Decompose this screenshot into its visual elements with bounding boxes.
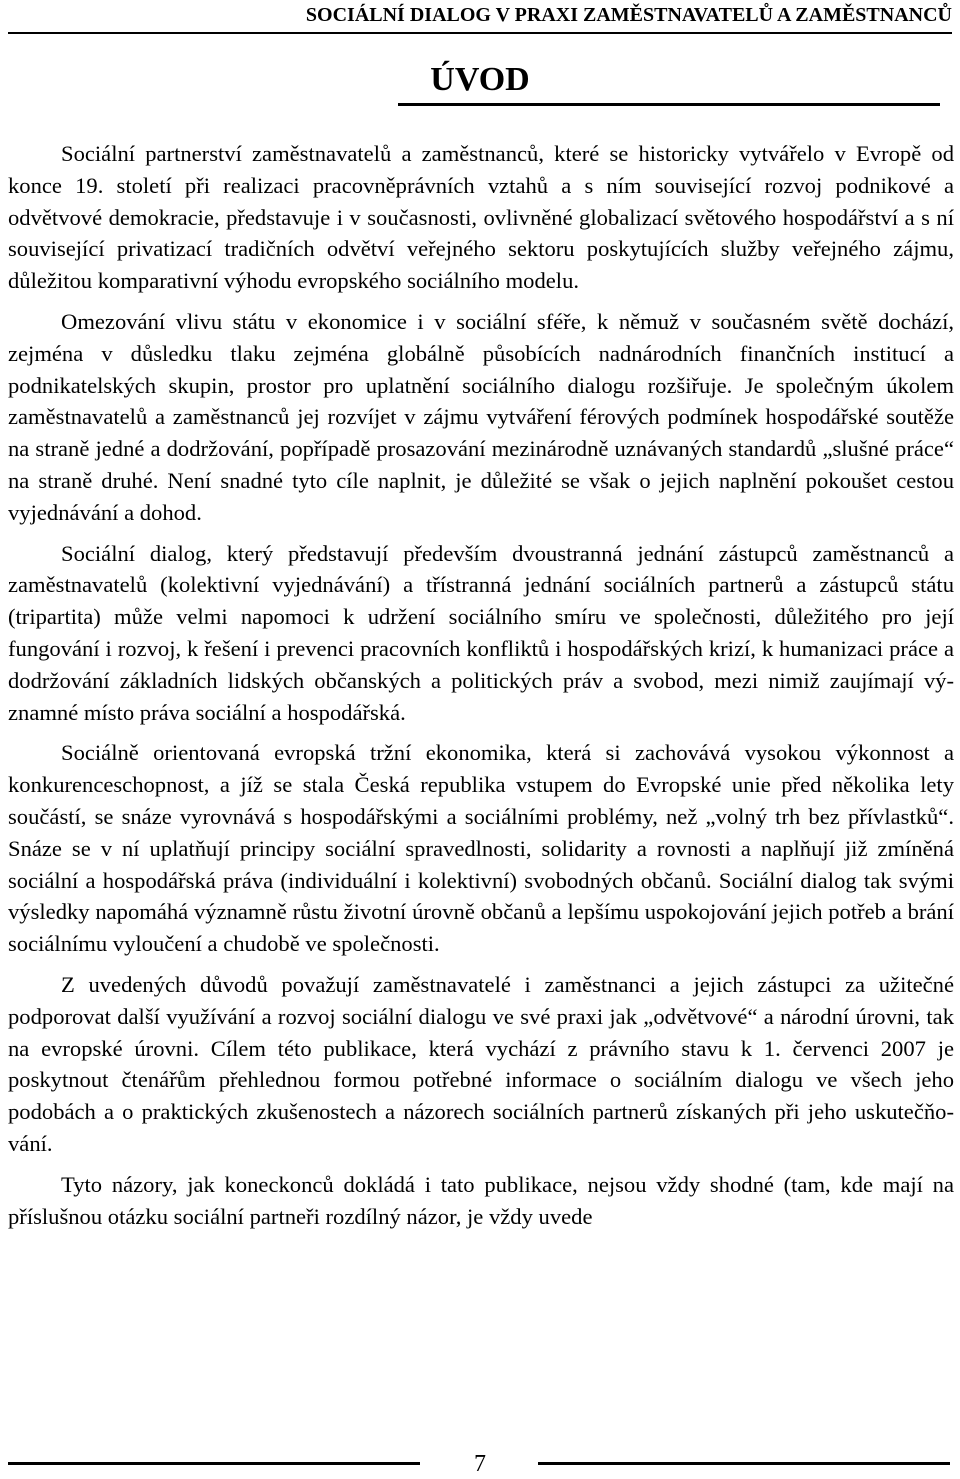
paragraph-6: Tyto názory, jak koneckonců dokládá i tato publikace, nejsou vždy shodné (tam, kde mají na příslušnou otázku sociální partneři rozdílný názor, je vždy uvede xyxy=(8,1171,954,1229)
paragraph-5: Z uvedených důvodů považují zaměstnavatelé i zaměstnanci a jejich zástupci za užitečné podporovat další využívání a rozvoj sociální dialogu ve své praxi jak „odvětvové“ a národní úrovni, tak na evropské úrovni. Cílem této publikace, která vychází z právního stavu k 1. červenci 2007 je poskytnout čtenářům přehlednou formou potřebné informace o sociálním dialogu ve všech jeho podobách a o praktických zkušenostech a názorech sociálních partnerů získaných při jeho uskutečňování. xyxy=(8,971,954,1156)
paragraph-4: Sociálně orientovaná evropská tržní ekonomika, která si zachovává vysokou výkonnost a konkurenceschopnost, a jíž se stala Česká republika vstupem do Evropské unie před několika lety součástí, se snáze vyrovnává s hospodářskými a sociálními problémy, než „volný trh bez přívlastků“. Snáze se v ní uplatňují principy sociální spravedlnosti, solidarity a rovnosti a naplňují již zmíněná sociální a hospodářská práva (individuální i kolektivní) svobodných občanů. Sociální dialog tak svými výsledky napomáhá významně růstu životní úrovně občanů a lepšímu uspokojování jejich potřeb a brání sociálnímu vyloučení a chudobě ve společnosti. xyxy=(8,740,954,957)
page-number: 7 xyxy=(474,1451,486,1477)
body-text xyxy=(8,138,954,1241)
paragraph-2: Omezování vlivu státu v ekonomice i v sociální sféře, k němuž v současném světě dochází, zejména v důsledku tlaku zejména globálně působících nadnárodních finančních institucí a podnikatelských skupin, prostor pro uplatnění sociálního dialogu rozšiřuje. Je společným úkolem zaměstnavatelů a zaměstnanců jej rozvíjet v zájmu vytváření férových podmínek hospodářské soutěže na straně jedné a dodržování, popřípadě prosazování mezinárodně uznávaných standardů „slušné práce“ na straně druhé. Není snadné tyto cíle naplnit, je důležité se však o jejich naplnění pokoušet cestou vyjednávání a dohod. xyxy=(8,308,954,525)
running-header: SOCIÁLNÍ DIALOG V PRAXI ZAMĚSTNAVATELŮ A ZAMĚSTNANCŮ xyxy=(8,5,952,34)
paragraph-3: Sociální dialog, který představují především dvoustranná jednání zástupců zaměstnanců a zaměstnavatelů (kolektivní vyjednávání) a třístranná jednání sociálních partnerů a zástupců státu (tripartita) může velmi napomoci k udržení sociálního smíru ve společnosti, důležitého pro její fungování i rozvoj, k řešení i prevenci pracovních konfliktů i hospodářských krizí, k humanizaci práce a dodržování základních lidských občanských a politických práv a svobod, mezi nimiž zaujímají významné místo práva sociální a hospodářská. xyxy=(8,540,954,725)
footer-rule-left xyxy=(8,1462,420,1465)
footer-rule-right xyxy=(538,1462,950,1465)
title-underline xyxy=(398,103,940,106)
page-title: ÚVOD xyxy=(430,61,530,98)
paragraph-1: Sociální partnerství zaměstnavatelů a zaměstnanců, které se historicky vytvářelo v Evropě od konce 19. století při realizaci pracovněprávních vztahů a s ním související rozvoj podnikové a odvětvové demokracie, představuje i v současnosti, ovlivněné globalizací světového hospodářství a s ní související privatizací tradičních odvětví veřejného sektoru poskytujících služby veřejného zájmu, důležitou komparativní výhodu evropského sociálního modelu. xyxy=(8,141,954,294)
